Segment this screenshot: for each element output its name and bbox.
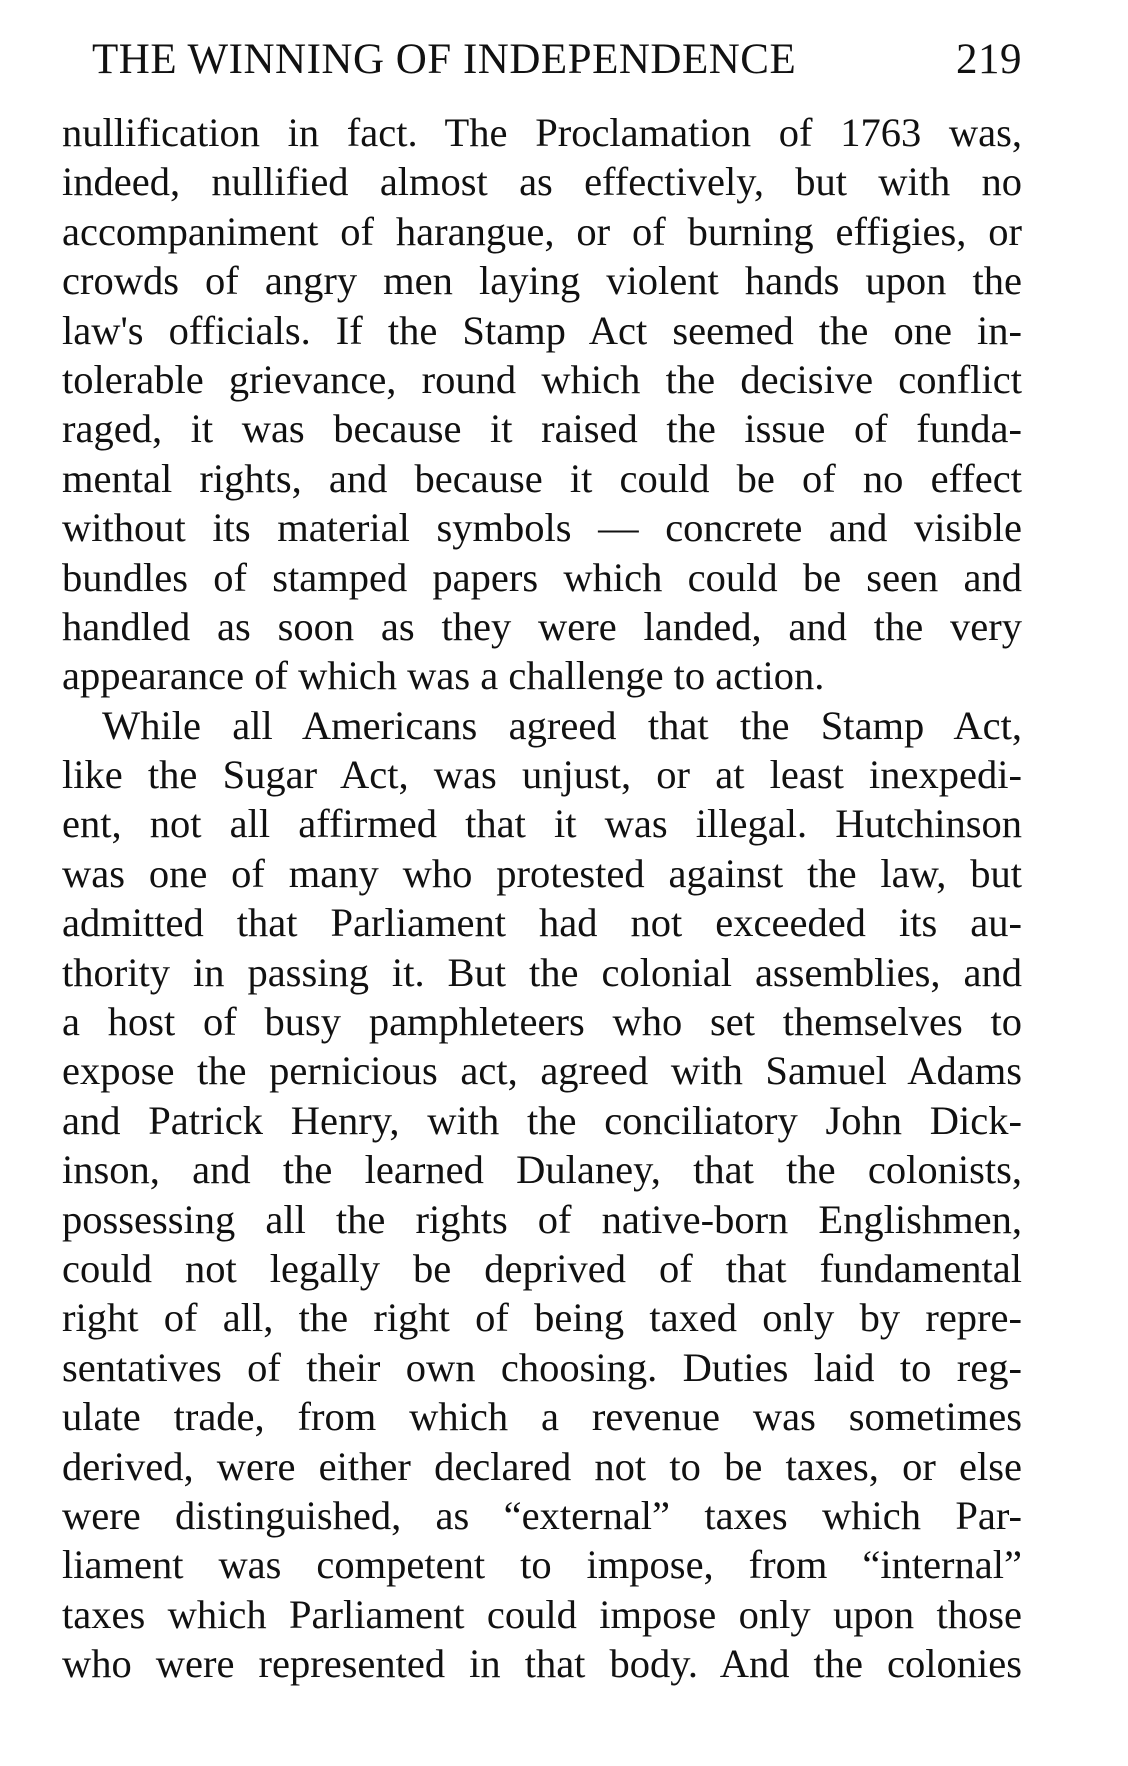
text-line: sentatives of their own choosing. Duties laid to reg- (62, 1344, 1022, 1390)
text-line: ent, not all affirmed that it was illegal. Hutchinson (62, 801, 1022, 847)
text-line: liament was competent to impose, from “internal” (62, 1542, 1022, 1588)
text-line: indeed, nullified almost as effectively, but with no (62, 159, 1022, 205)
text-line: mental rights, and because it could be of no effect (62, 455, 1022, 501)
text-line: bundles of stamped papers which could be seen and (62, 554, 1022, 600)
text-line: a host of busy pamphleteers who set themselves to (62, 999, 1022, 1045)
text-line: admitted that Parliament had not exceeded its au- (62, 900, 1022, 946)
text-line: accompaniment of harangue, or of burning effigies, or (62, 208, 1022, 254)
text-line: law's officials. If the Stamp Act seemed the one in- (62, 307, 1022, 353)
text-line: While all Americans agreed that the Stamp Act, (102, 702, 1022, 748)
text-line: ulate trade, from which a revenue was sometimes (62, 1394, 1022, 1440)
text-line: without its material symbols — concrete and visible (62, 505, 1022, 551)
text-line: taxes which Parliament could impose only upon those (62, 1591, 1022, 1637)
text-line: handled as soon as they were landed, and the very (62, 603, 1022, 649)
text-line: crowds of angry men laying violent hands upon the (62, 258, 1022, 304)
text-line: inson, and the learned Dulaney, that the colonists, (62, 1147, 1022, 1193)
text-line: derived, were either declared not to be taxes, or else (62, 1443, 1022, 1489)
page-number: 219 (956, 36, 1022, 83)
running-head (92, 30, 1022, 90)
text-line: expose the pernicious act, agreed with Samuel Adams (62, 1048, 1022, 1094)
text-line: could not legally be deprived of that fundamental (62, 1245, 1022, 1291)
text-line: was one of many who protested against the law, but (62, 850, 1022, 896)
text-line: who were represented in that body. And the colonies (62, 1641, 1022, 1687)
text-line: were distinguished, as “external” taxes which Par- (62, 1492, 1022, 1538)
text-line: appearance of which was a challenge to action. (62, 653, 825, 699)
text-line: possessing all the rights of native-born Englishmen, (62, 1196, 1022, 1242)
text-line: thority in passing it. But the colonial assemblies, and (62, 949, 1022, 995)
text-line: and Patrick Henry, with the conciliatory John Dick- (62, 1097, 1022, 1143)
text-line: right of all, the right of being taxed only by repre- (62, 1295, 1022, 1341)
text-line: tolerable grievance, round which the decisive conflict (62, 356, 1022, 402)
text-line: like the Sugar Act, was unjust, or at least inexpedi- (62, 752, 1022, 798)
text-line: nullification in fact. The Proclamation of 1763 was, (62, 110, 1022, 155)
running-head-title: THE WINNING OF INDEPENDENCE (92, 36, 797, 83)
text-line: raged, it was because it raised the issue of funda- (62, 406, 1022, 452)
body-text (62, 108, 1022, 1689)
